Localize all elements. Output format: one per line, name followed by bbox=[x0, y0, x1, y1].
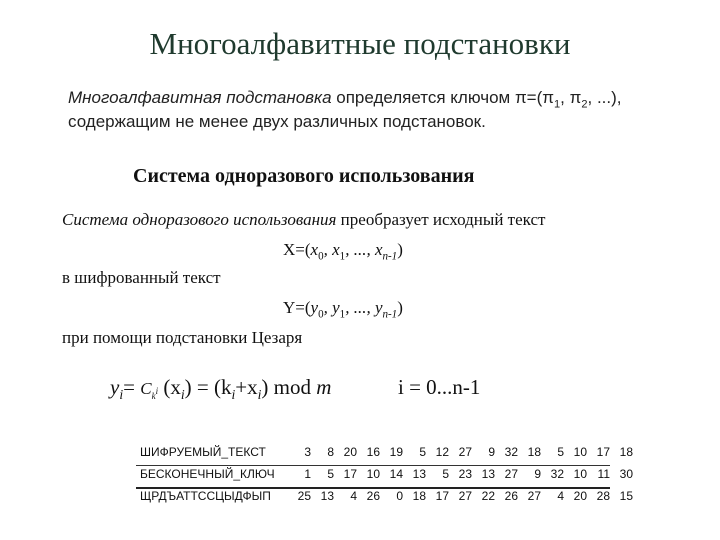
table-cell: 27 bbox=[458, 489, 472, 503]
page-title: Многоалфавитные подстановки bbox=[149, 26, 571, 61]
table-cell: 11 bbox=[597, 467, 610, 481]
y-sub-0: 0 bbox=[318, 308, 324, 321]
table-cell: 32 bbox=[504, 445, 518, 459]
intro-key: π=(π bbox=[514, 88, 554, 107]
table-cell: 27 bbox=[504, 467, 518, 481]
formula-y: y bbox=[110, 375, 120, 399]
table-cell: 10 bbox=[573, 467, 587, 481]
table-cell: 14 bbox=[389, 467, 403, 481]
x-sub-1: 1 bbox=[339, 250, 346, 263]
table-cell: 9 bbox=[488, 445, 495, 459]
x-var: x bbox=[310, 240, 319, 259]
intro-text: определяется ключом bbox=[331, 88, 515, 107]
body-line-caesar: при помощи подстановки Цезаря bbox=[62, 328, 303, 347]
table-cell: 3 bbox=[304, 445, 311, 459]
table-cell: 8 bbox=[327, 445, 334, 459]
formula-eq: = bbox=[123, 375, 141, 399]
y-expr-pre: Y=( bbox=[283, 298, 311, 317]
body-line-cipher: в шифрованный текст bbox=[62, 268, 221, 287]
table-cell: 28 bbox=[596, 489, 610, 503]
table-cell: 15 bbox=[619, 489, 633, 503]
body-term: Система одноразового использования bbox=[62, 210, 337, 229]
table-cell: 18 bbox=[412, 489, 426, 503]
table-cell: 27 bbox=[527, 489, 541, 503]
x-expression bbox=[283, 240, 403, 262]
table-cell: 13 bbox=[320, 489, 334, 503]
formula-part-3: +x bbox=[235, 375, 258, 399]
formula-part-4: ) mod bbox=[261, 375, 317, 399]
table-cell: 17 bbox=[435, 489, 449, 503]
intro-term: Многоалфавитная подстановка bbox=[68, 88, 332, 107]
table-row-label: БЕСКОНЕЧНЫЙ_КЛЮЧ bbox=[140, 467, 275, 481]
table-cell: 27 bbox=[458, 445, 472, 459]
body-line-1 bbox=[62, 210, 545, 230]
formula-c-sub-k: k bbox=[151, 391, 156, 402]
formula-range: i = 0...n-1 bbox=[398, 375, 481, 399]
y-sub-n: n-1 bbox=[382, 308, 398, 321]
table-cell: 25 bbox=[297, 489, 311, 503]
table-cell: 17 bbox=[343, 467, 357, 481]
formula-part-2: ) = (k bbox=[184, 375, 232, 399]
table-cell: 13 bbox=[412, 467, 426, 481]
formula-c-sub-i: i bbox=[155, 386, 159, 396]
table-cell: 18 bbox=[527, 445, 541, 459]
x-sub-n: n-1 bbox=[382, 250, 398, 263]
table-cell: 1 bbox=[304, 467, 311, 481]
x-close: ) bbox=[397, 240, 403, 259]
y-sub-1: 1 bbox=[339, 308, 346, 321]
formula-sub-2: i bbox=[231, 387, 236, 403]
formula-part-1: (x bbox=[163, 375, 181, 399]
y-close: ) bbox=[397, 298, 403, 317]
table-cell: 5 bbox=[327, 467, 334, 481]
table-cell: 4 bbox=[557, 489, 564, 503]
table-cell: 18 bbox=[619, 445, 633, 459]
table-row-label: ШИФРУЕМЫЙ_ТЕКСТ bbox=[140, 445, 266, 459]
table-cell: 0 bbox=[396, 489, 403, 503]
formula-c: C bbox=[140, 379, 152, 398]
table-cell: 16 bbox=[366, 445, 380, 459]
caesar-formula bbox=[110, 375, 331, 403]
intro-line-1 bbox=[68, 88, 622, 110]
table-row-label: ЩРДЪАТТССЦЫДФЫП bbox=[140, 489, 271, 503]
x-sub-0: 0 bbox=[318, 250, 324, 263]
formula-m: m bbox=[316, 375, 332, 399]
table-cell: 5 bbox=[419, 445, 426, 459]
y-expression bbox=[283, 298, 403, 320]
table-cell: 26 bbox=[366, 489, 380, 503]
y-var-dots: , ..., y bbox=[345, 298, 383, 317]
table-cell: 9 bbox=[534, 467, 541, 481]
table-cell: 20 bbox=[343, 445, 357, 459]
table-cell: 30 bbox=[619, 467, 633, 481]
table-cell: 12 bbox=[435, 445, 449, 459]
intro-sub-2: 2 bbox=[581, 98, 588, 111]
table-cell: 4 bbox=[350, 489, 357, 503]
table-cell: 20 bbox=[573, 489, 587, 503]
x-var-1: , x bbox=[323, 240, 340, 259]
table-cell: 5 bbox=[557, 445, 564, 459]
intro-key-mid: , π bbox=[560, 88, 582, 107]
formula-sub-3: i bbox=[257, 387, 262, 403]
intro-sub-1: 1 bbox=[554, 98, 561, 111]
table-cell: 26 bbox=[504, 489, 518, 503]
formula-sub-1: i bbox=[180, 387, 185, 403]
table-cell: 17 bbox=[596, 445, 610, 459]
y-var: y bbox=[310, 298, 319, 317]
table-cell: 10 bbox=[573, 445, 587, 459]
table-cell: 32 bbox=[550, 467, 564, 481]
x-var-dots: , ..., x bbox=[345, 240, 383, 259]
formula-y-sub: i bbox=[119, 387, 124, 403]
table-cell: 13 bbox=[481, 467, 495, 481]
table-divider-1 bbox=[136, 465, 610, 466]
table-cell: 19 bbox=[389, 445, 403, 459]
y-var-1: , y bbox=[323, 298, 340, 317]
table-cell: 5 bbox=[442, 467, 449, 481]
body-text-1: преобразует исходный текст bbox=[336, 210, 546, 229]
section-heading: Система одноразового использования bbox=[133, 165, 475, 187]
table-cell: 10 bbox=[366, 467, 380, 481]
table-cell: 23 bbox=[458, 467, 472, 481]
intro-key-end: , ...), bbox=[587, 88, 622, 107]
table-cell: 22 bbox=[481, 489, 495, 503]
x-expr-pre: X=( bbox=[283, 240, 311, 259]
intro-line-2: содержащим не менее двух различных подстановок. bbox=[68, 112, 486, 131]
